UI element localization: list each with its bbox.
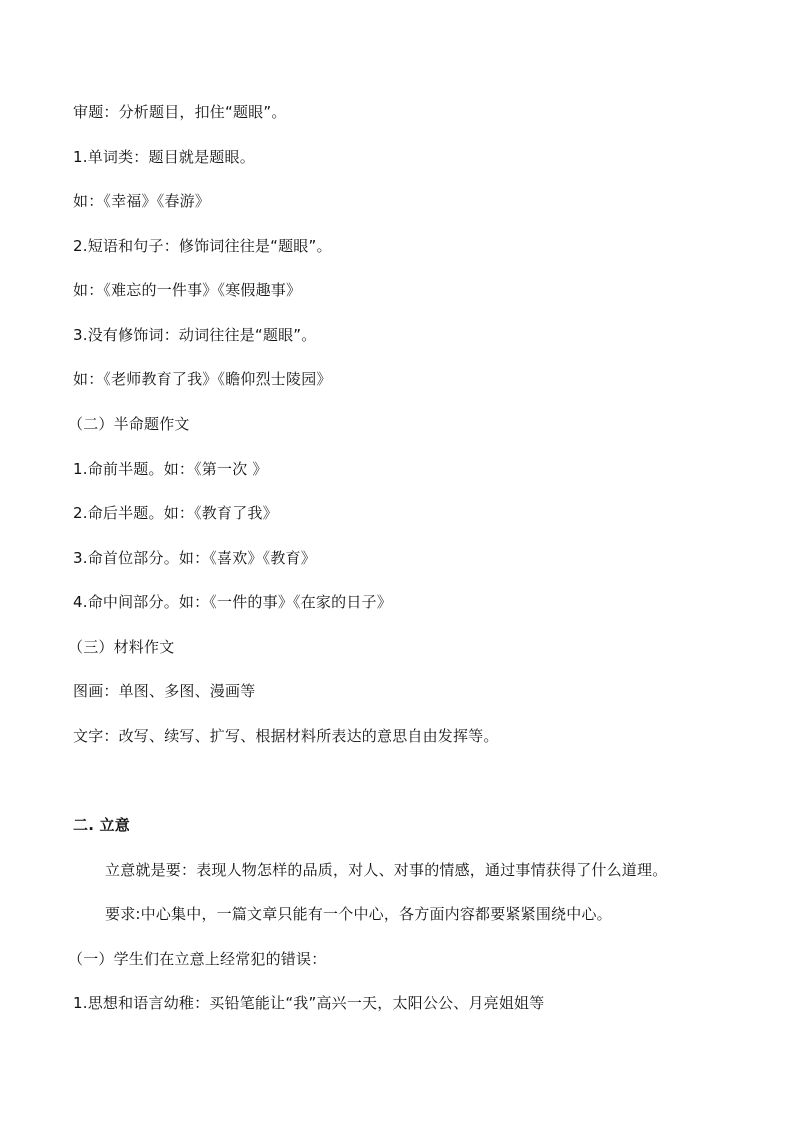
text-line-theme-definition: 立意就是要：表现人物怎样的品质，对人、对事的情感，通过事情获得了什么道理。 (105, 861, 668, 879)
text-line-leading-part: 3.命首位部分。如：《喜欢》《教育》 (73, 549, 316, 567)
text-line-example-1: 如：《幸福》《春游》 (73, 192, 211, 210)
text-line-first-half: 1.命前半题。如：《第一次 》 (73, 460, 268, 478)
text-line-requirement: 要求:中心集中，一篇文章只能有一个中心，各方面内容都要紧紧围绕中心。 (105, 905, 612, 923)
section-heading-material: （三）材料作文 (68, 638, 175, 656)
text-line-second-half: 2.命后半题。如：《教育了我》 (73, 504, 278, 522)
text-line-no-modifier: 3.没有修饰词：动词往往是“题眼”。 (73, 326, 317, 344)
text-line-review-title: 审题：分析题目，扣住“题眼”。 (73, 103, 287, 121)
text-line-example-2: 如：《难忘的一件事》《寒假趣事》 (73, 281, 302, 299)
text-line-single-word: 1.单词类：题目就是题眼。 (73, 148, 255, 166)
section-heading-common-errors: （一）学生们在立意上经常犯的错误： (68, 950, 327, 968)
text-line-middle-part: 4.命中间部分。如：《一件的事》《在家的日子》 (73, 593, 392, 611)
text-line-example-3: 如：《老师教育了我》《瞻仰烈士陵园》 (73, 370, 332, 388)
text-line-childish-language: 1.思想和语言幼稚：买铅笔能让“我”高兴一天，太阳公公、月亮姐姐等 (73, 994, 545, 1012)
text-line-phrase: 2.短语和句子：修饰词往往是“题眼”。 (73, 237, 332, 255)
text-line-text-material: 文字：改写、续写、扩写、根据材料所表达的意思自由发挥等。 (73, 727, 499, 745)
section-heading-theme: 二. 立意 (73, 816, 130, 834)
section-heading-semi-title: （二）半命题作文 (68, 415, 190, 433)
text-line-pictures: 图画：单图、多图、漫画等 (73, 682, 256, 700)
